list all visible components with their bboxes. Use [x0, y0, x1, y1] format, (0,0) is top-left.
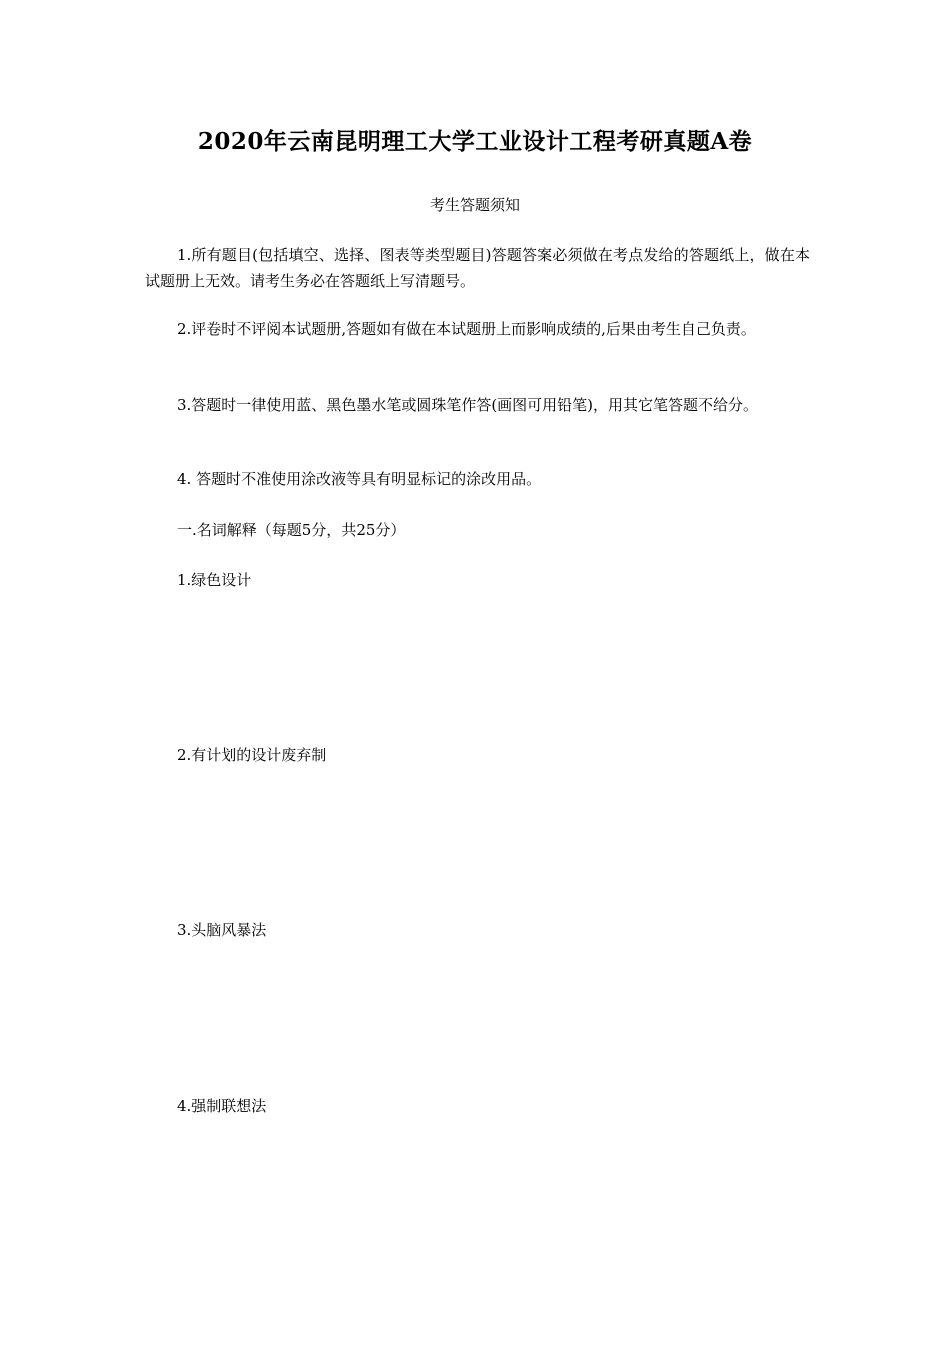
page-title: 2020年云南昆明理工大学工业设计工程考研真题A卷	[197, 128, 753, 155]
question-4: 4.强制联想法	[177, 1097, 267, 1115]
instruction-1: 1.所有题目(包括填空、选择、图表等类型题目)答题答案必须做在考点发给的答题纸上，做在本试题册上无效。请考生务必在答题纸上写清题号。	[145, 246, 810, 290]
question-2: 2.有计划的设计废弃制	[177, 746, 327, 764]
notice-heading: 考生答题须知	[429, 196, 520, 214]
question-1: 1.绿色设计	[177, 571, 252, 589]
instruction-2: 2.评卷时不评阅本试题册,答题如有做在本试题册上而影响成绩的,后果由考生自己负责。	[177, 320, 756, 338]
section-heading: 一.名词解释（每题5分，共25分）	[177, 521, 406, 539]
instruction-4: 4. 答题时不准使用涂改液等具有明显标记的涂改用品。	[177, 470, 542, 488]
instruction-3: 3.答题时一律使用蓝、黑色墨水笔或圆珠笔作答(画图可用铅笔)，用其它笔答题不给分。	[177, 396, 759, 414]
question-3: 3.头脑风暴法	[177, 921, 267, 939]
